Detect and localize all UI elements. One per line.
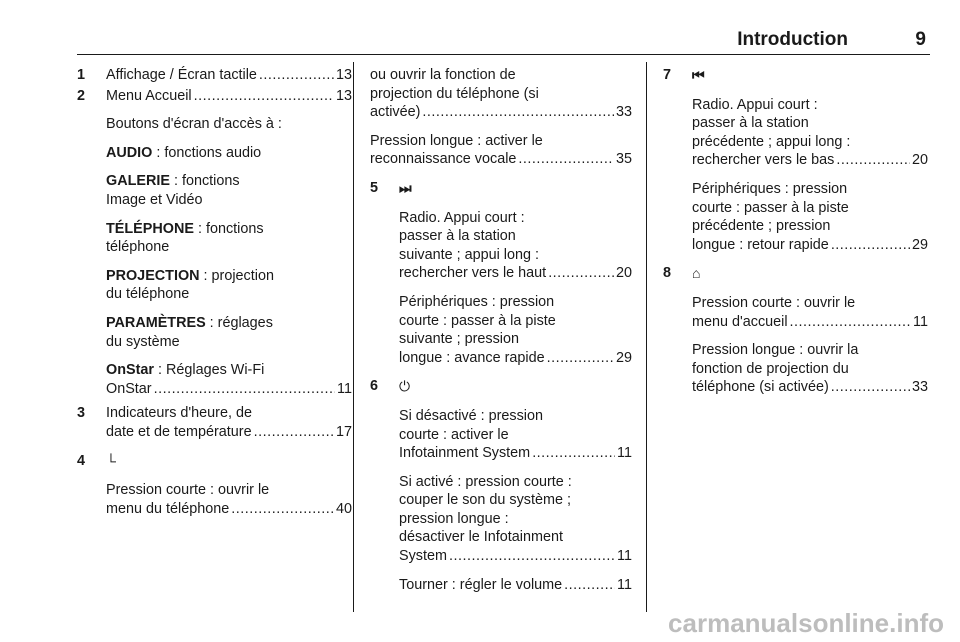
power-icon: ⏻ <box>399 378 411 395</box>
page-title: Introduction <box>737 29 848 50</box>
long-press-text: Pression longue : activer le reconnaissance vocale ..... 35 <box>370 132 632 169</box>
intro-text: Boutons d'écran d'accès à : <box>106 116 282 133</box>
previous-track-icon: ⏮ <box>692 67 705 83</box>
list-item-2 <box>77 87 352 399</box>
toc-line: Affichage / Écran tactile ..... 13 <box>106 66 352 85</box>
item-number: 6 <box>370 378 379 395</box>
list-item-3: 3 Indicateurs d'heure, de date et de température ..... 17 <box>77 404 352 441</box>
list-item-5: 5 ⏭ Radio. Appui court : passer à la station suivante ; appui long : rechercher vers le haut ..... 20 Périphériques : pression courte : passer à la piste suivante ; pression longue : avance rapide ..... 29 <box>370 179 632 367</box>
item-number: 7 <box>663 67 672 83</box>
desc-telephone: TÉLÉPHONE : fonctions téléphone <box>106 220 264 256</box>
phone-icon: └ <box>106 452 116 469</box>
list-item-4: 4 └ Pression courte : ouvrir le menu du téléphone ..... 40 <box>77 452 352 519</box>
item-number: 8 <box>663 265 672 282</box>
item-number: 3 <box>77 405 86 422</box>
list-item-1 <box>77 66 352 85</box>
list-item-7: 7 ⏮ Radio. Appui court : passer à la station précédente ; appui long : rechercher vers le bas ..... 20 Périphériques : pression courte : passer à la piste précédente ; pression longue : retour rapide ..... 29 <box>663 66 928 254</box>
column-2 <box>370 66 632 600</box>
toc-line: Menu Accueil ..... 13 <box>106 87 352 106</box>
desc-projection: PROJECTION : projection du téléphone <box>106 267 274 303</box>
desc-galerie: GALERIE : fonctions Image et Vidéo <box>106 173 240 208</box>
next-track-icon: ⏭ <box>399 179 412 196</box>
item-number: 1 <box>77 67 86 83</box>
item-number: 5 <box>370 179 379 196</box>
list-item-6: 6 ⏻ Si désactivé : pression courte : activer le Infotainment System ..... 11 Si activé : pression courte : couper le son du système ; pression longue : désactiver le Infotainment System ..... 11 Tourner : régler le volume ..... 11 <box>370 377 632 594</box>
desc-parametres: PARAMÈTRES : réglages du système <box>106 314 273 350</box>
column-divider <box>353 62 354 612</box>
column-3 <box>663 66 928 403</box>
column-divider <box>646 62 647 612</box>
page-number: 9 <box>915 29 926 50</box>
column-1 <box>77 66 352 518</box>
list-item-8: 8 ⌂ Pression courte : ouvrir le menu d'accueil ..... 11 Pression longue : ouvrir la fonction de projection du téléphone (si activée) ..... 33 <box>663 264 928 397</box>
item-number: 2 <box>77 87 86 104</box>
watermark: carmanualsonline.info <box>668 608 944 638</box>
desc-audio: AUDIO : fonctions audio <box>106 144 262 161</box>
home-icon: ⌂ <box>692 265 701 282</box>
item-number: 4 <box>77 452 86 469</box>
continued-text: ou ouvrir la fonction de projection du téléphone (si activée) ..... 33 <box>370 66 632 122</box>
page-header <box>77 24 930 55</box>
desc-onstar: OnStar : Réglages Wi-Fi OnStar ..... 11 <box>106 361 352 398</box>
